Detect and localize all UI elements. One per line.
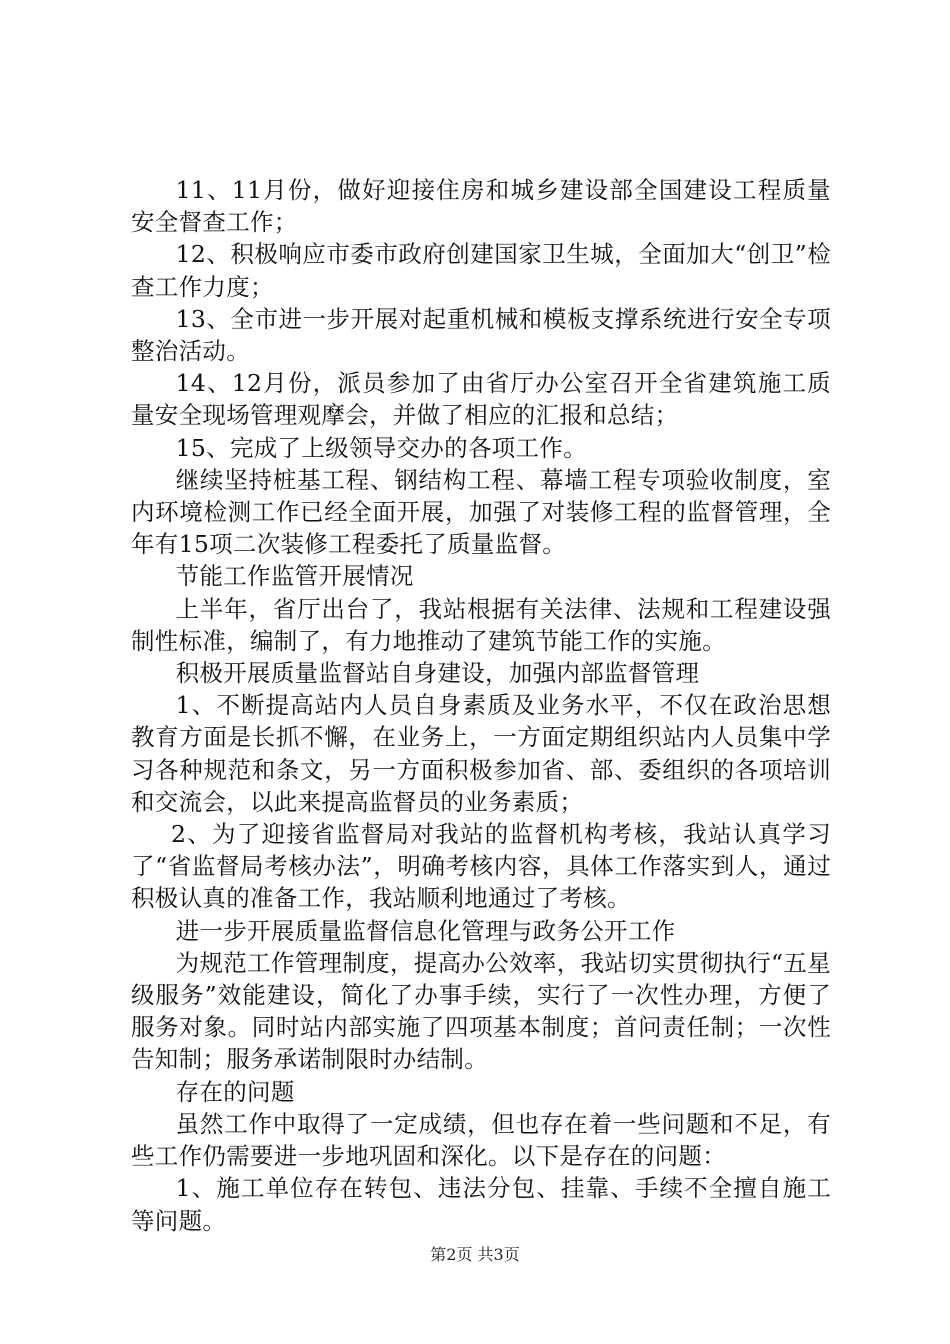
paragraph-energy-saving: 上半年，省厅出台了，我站根据有关法律、法规和工程建设强制性标准，编制了，有力地推动了建筑节能工作的实施。 xyxy=(131,594,831,655)
section-heading-problems: 存在的问题 xyxy=(175,1077,295,1106)
paragraph-staff-quality: 1、不断提高站内人员自身素质及业务水平，不仅在政治思想教育方面是长抓不懈，在业务上，一方面定期组织站内人员集中学习各种规范和条文，另一方面积极参加省、部、委组织的各项培训和交流会，以此来提高监督员的业务素质； xyxy=(131,691,831,816)
paragraph-item-14: 14、12月份，派员参加了由省厅办公室召开全省建筑施工质量安全现场管理观摩会，并做了相应的汇报和总结； xyxy=(131,369,831,430)
section-heading-self-building: 积极开展质量监督站自身建设，加强内部监督管理 xyxy=(175,659,700,688)
paragraph-item-15: 15、完成了上级领导交办的各项工作。 xyxy=(175,433,587,462)
document-body xyxy=(131,174,831,1237)
paragraph-acceptance-system: 继续坚持桩基工程、钢结构工程、幕墙工程专项验收制度，室内环境检测工作已经全面开展，加强了对装修工程的监督管理，全年有15项二次装修工程委托了质量监督。 xyxy=(131,465,831,559)
paragraph-problems-intro: 虽然工作中取得了一定成绩，但也存在着一些问题和不足，有些工作仍需要进一步地巩固和深化。以下是存在的问题： xyxy=(131,1109,831,1171)
paragraph-problem-1: 1、施工单位存在转包、违法分包、挂靠、手续不全擅自施工等问题。 xyxy=(131,1174,831,1235)
section-heading-informatization: 进一步开展质量监督信息化管理与政务公开工作 xyxy=(175,916,676,945)
paragraph-item-11: 11、11月份，做好迎接住房和城乡建设部全国建设工程质量安全督查工作； xyxy=(131,176,831,237)
paragraph-item-13: 13、全市进一步开展对起重机械和模板支撑系统进行安全专项整治活动。 xyxy=(131,304,831,366)
paragraph-service-system: 为规范工作管理制度，提高办公效率，我站切实贯彻执行“五星级服务”效能建设，简化了办事手续，实行了一次性办理，方便了服务对象。同时站内部实施了四项基本制度；首问责任制；一次性告知制；服务承诺制限时办结制。 xyxy=(131,948,831,1074)
paragraph-item-12: 12、积极响应市委市政府创建国家卫生城，全面加大“创卫”检查工作力度； xyxy=(131,240,831,301)
page-number-footer: 第2页 共3页 xyxy=(430,1245,520,1264)
section-heading-energy-saving: 节能工作监管开展情况 xyxy=(175,562,414,591)
paragraph-assessment: 2、为了迎接省监督局对我站的监督机构考核，我站认真学习了“省监督局考核办法”，明确考核内容，具体工作落实到人，通过积极认真的准备工作，我站顺利地通过了考核。 xyxy=(131,820,831,913)
